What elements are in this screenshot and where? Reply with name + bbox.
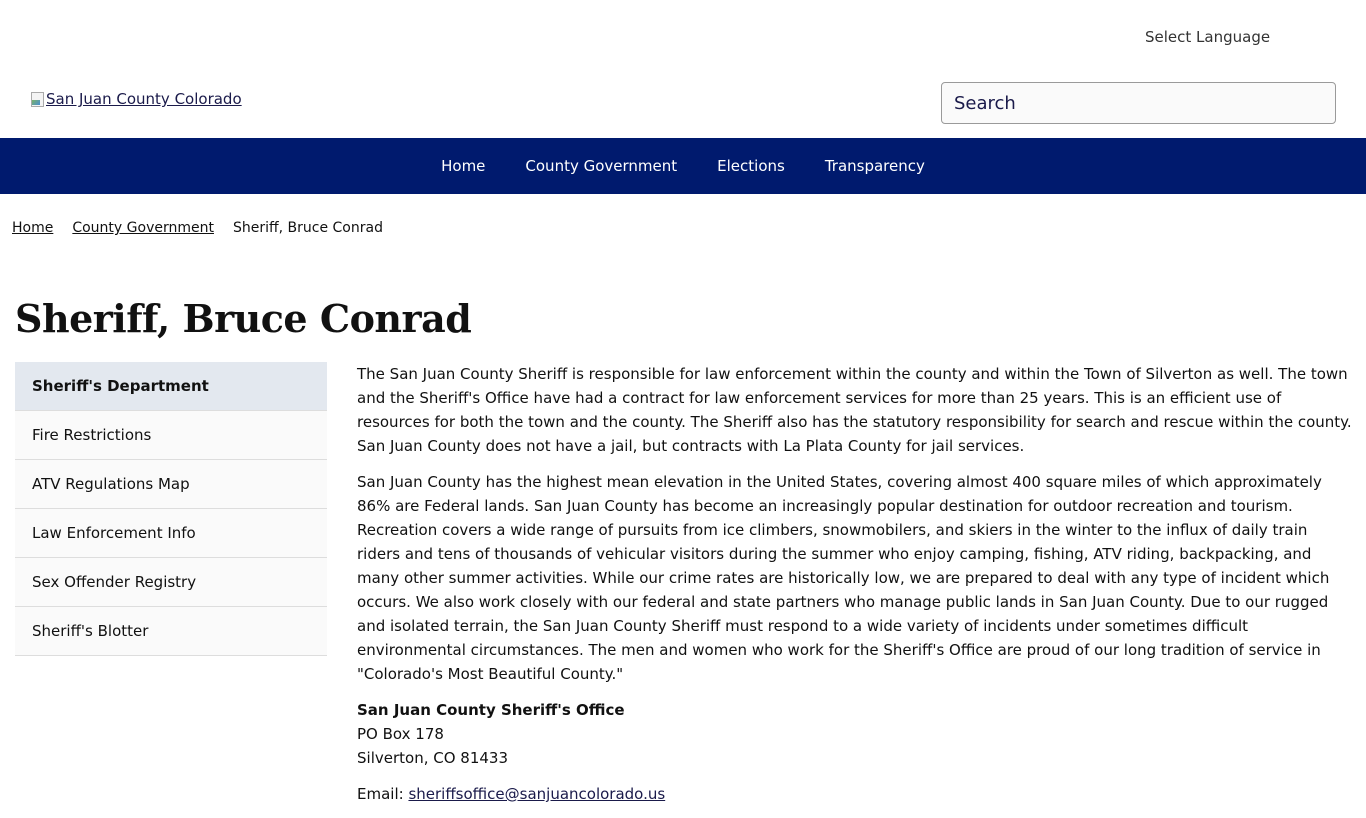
select-language-dropdown[interactable]: Select Language <box>1145 28 1271 46</box>
breadcrumb-current: Sheriff, Bruce Conrad <box>232 220 383 236</box>
search-input[interactable] <box>941 82 1336 124</box>
sidebar-item-atv-regulations-map[interactable]: ATV Regulations Map <box>15 460 327 509</box>
logo-alt-text: San Juan County Colorado <box>46 90 242 108</box>
breadcrumb <box>12 220 383 236</box>
nav-county-government[interactable]: County Government <box>525 157 678 175</box>
sidebar-item-fire-restrictions[interactable]: Fire Restrictions <box>15 411 327 460</box>
breadcrumb-county-government[interactable]: County Government <box>72 220 214 236</box>
sidebar-item-sheriffs-department[interactable]: Sheriff's Department <box>15 362 327 411</box>
sidebar-menu <box>15 362 327 656</box>
email-link[interactable]: sheriffsoffice@sanjuancolorado.us <box>408 785 666 803</box>
main-content <box>357 362 1352 818</box>
breadcrumb-home[interactable]: Home <box>12 220 54 236</box>
page-title: Sheriff, Bruce Conrad <box>15 296 472 341</box>
sidebar-item-law-enforcement-info[interactable]: Law Enforcement Info <box>15 509 327 558</box>
nav-transparency[interactable]: Transparency <box>824 157 925 175</box>
office-address <box>357 698 1352 770</box>
office-name: San Juan County Sheriff's Office <box>357 701 625 719</box>
nav-elections[interactable]: Elections <box>717 157 785 175</box>
sidebar-item-sex-offender-registry[interactable]: Sex Offender Registry <box>15 558 327 607</box>
email-line <box>357 782 1352 806</box>
search-placeholder: Search <box>954 92 1016 114</box>
county-paragraph: San Juan County has the highest mean elevation in the United States, covering almost 400 square miles of which approximately 86% are Federal lands. San Juan County has become an increasingly popular destination for outdoor recreation and tourism. Recreation covers a wide range of pursuits from ice climbers, snowmobilers, and skiers in the winter to the influx of daily train riders and tens of thousands of vehicular visitors during the summer who enjoy camping, fishing, ATV riding, backpacking, and many other summer activities. While our crime rates are historically low, we are prepared to deal with any type of incident which occurs. We also work closely with our federal and state partners who manage public lands in San Juan County. Due to our rugged and isolated terrain, the San Juan County Sheriff must respond to a wide variety of incidents under sometimes difficult environmental circumstances. The men and women who work for the Sheriff's Office are proud of our long tradition of service in "Colorado's Most Beautiful County." <box>357 473 1330 683</box>
address-line-1: PO Box 178 <box>357 725 444 743</box>
email-label: Email: <box>357 785 409 803</box>
nav-home[interactable]: Home <box>441 157 486 175</box>
main-nav <box>0 138 1366 194</box>
sidebar-item-sheriffs-blotter[interactable]: Sheriff's Blotter <box>15 607 327 656</box>
broken-image-icon <box>30 92 46 108</box>
address-line-2: Silverton, CO 81433 <box>357 749 508 767</box>
intro-paragraph: The San Juan County Sheriff is responsible for law enforcement within the county and within the Town of Silverton as well. The town and the Sheriff's Office have had a contract for law enforcement services for more than 25 years. This is an efficient use of resources for both the town and the county. The Sheriff also has the statutory responsibility for search and rescue within the county. San Juan County does not have a jail, but contracts with La Plata County for jail services. <box>357 365 1352 455</box>
site-logo-link[interactable] <box>30 90 242 108</box>
